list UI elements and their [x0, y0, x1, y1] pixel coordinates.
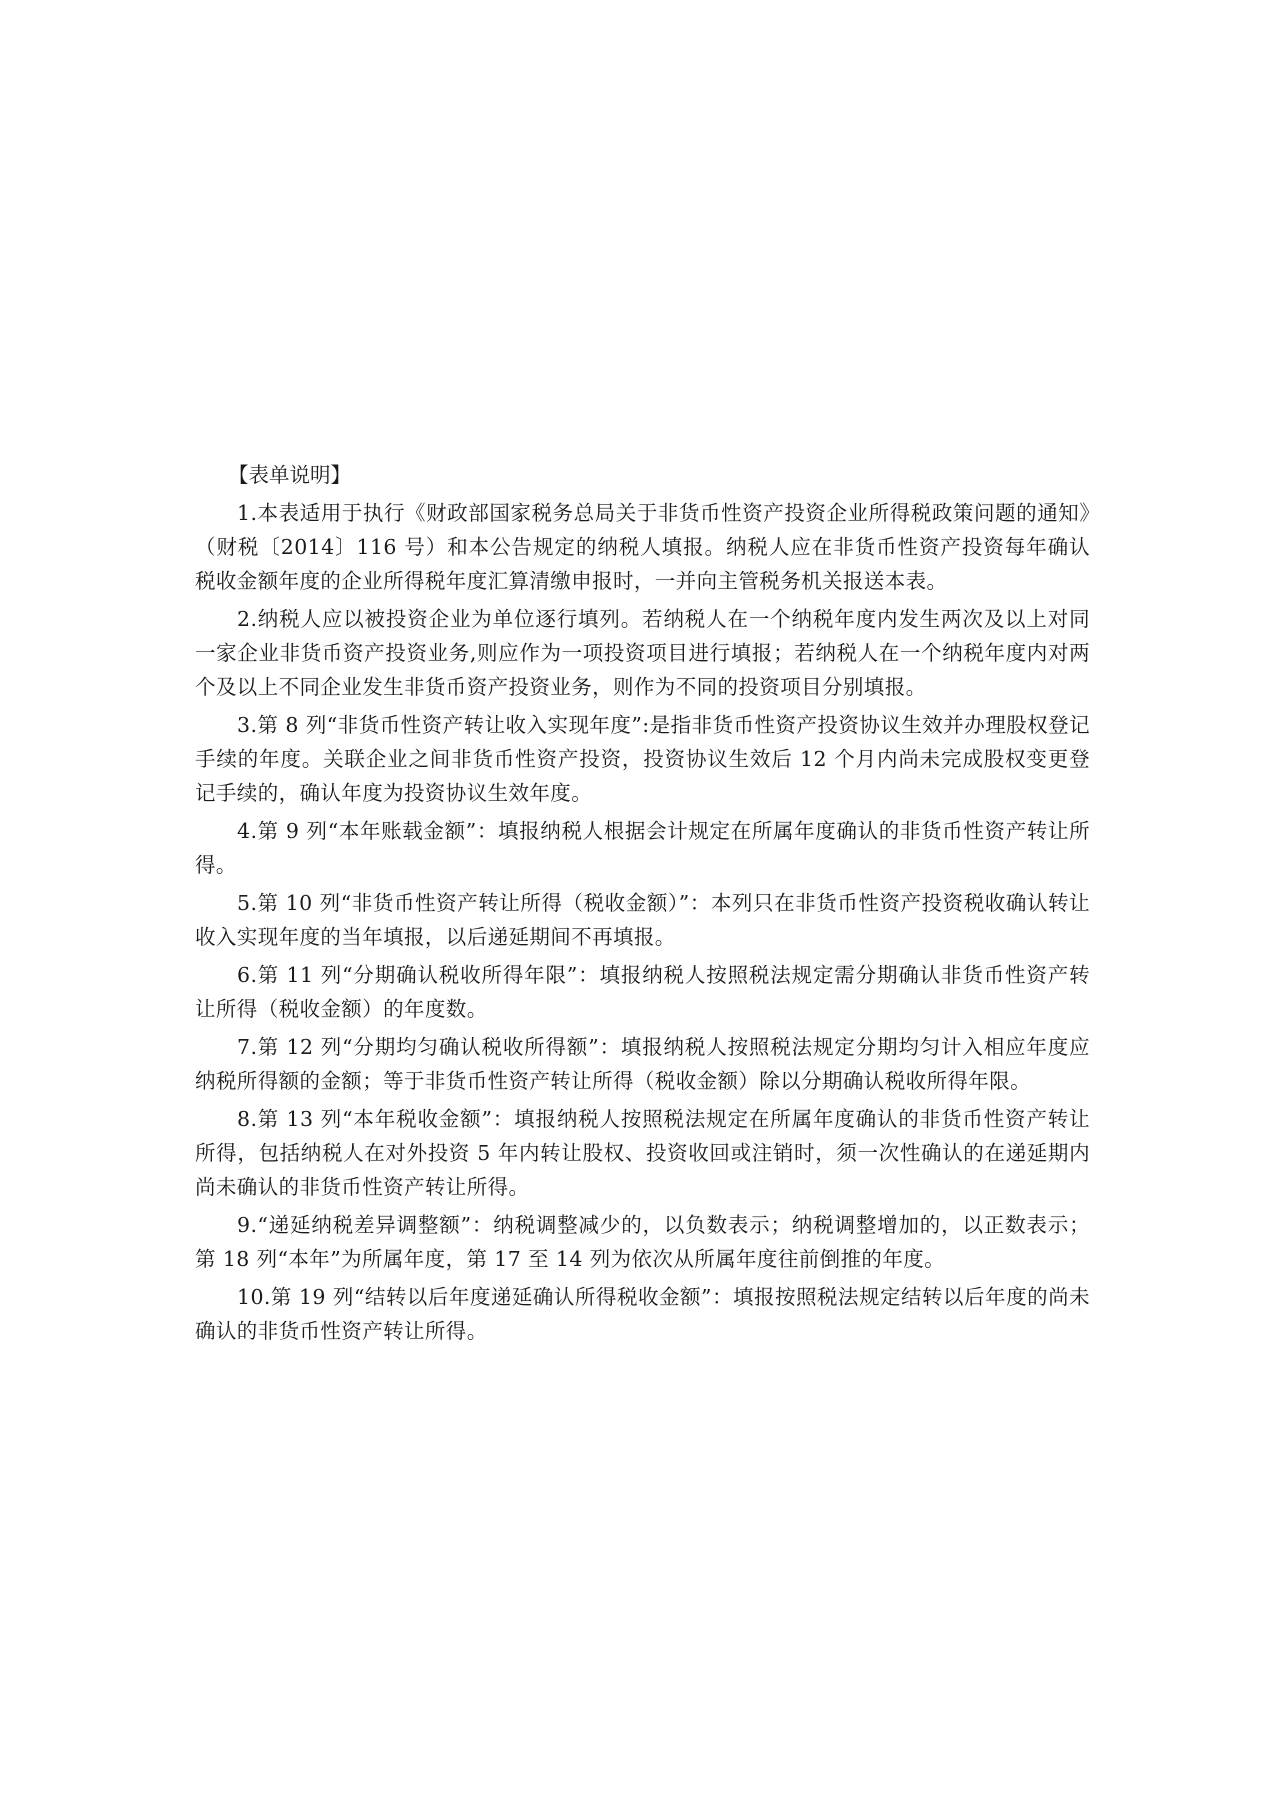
- instruction-paragraph-8: 8.第 13 列“本年税收金额”：填报纳税人按照税法规定在所属年度确认的非货币性资产转让所得，包括纳税人在对外投资 5 年内转让股权、投资收回或注销时，须一次性确认的在递延期内尚未确认的非货币性资产转让所得。: [195, 1107, 1090, 1199]
- section-heading: 【表单说明】: [228, 463, 351, 487]
- instruction-paragraph-6: 6.第 11 列“分期确认税收所得年限”：填报纳税人按照税法规定需分期确认非货币性资产转让所得（税收金额）的年度数。: [195, 963, 1090, 1021]
- instruction-paragraph-5: 5.第 10 列“非货币性资产转让所得（税收金额）”：本列只在非货币性资产投资税收确认转让收入实现年度的当年填报，以后递延期间不再填报。: [195, 891, 1090, 949]
- instruction-paragraph-2: 2.纳税人应以被投资企业为单位逐行填列。若纳税人在一个纳税年度内发生两次及以上对同一家企业非货币资产投资业务,则应作为一项投资项目进行填报；若纳税人在一个纳税年度内对两个及以上不同企业发生非货币资产投资业务，则作为不同的投资项目分别填报。: [195, 607, 1090, 699]
- instruction-paragraph-10: 10.第 19 列“结转以后年度递延确认所得税收金额”：填报按照税法规定结转以后年度的尚未确认的非货币性资产转让所得。: [195, 1285, 1090, 1343]
- instruction-paragraph-4: 4.第 9 列“本年账载金额”：填报纳税人根据会计规定在所属年度确认的非货币性资产转让所得。: [195, 819, 1090, 877]
- instruction-paragraph-1: 1.本表适用于执行《财政部国家税务总局关于非货币性资产投资企业所得税政策问题的通知》（财税〔2014〕116 号）和本公告规定的纳税人填报。纳税人应在非货币性资产投资每年确认税收金额年度的企业所得税年度汇算清缴申报时，一并向主管税务机关报送本表。: [195, 501, 1090, 593]
- instruction-paragraph-9: 9.“递延纳税差异调整额”：纳税调整减少的，以负数表示；纳税调整增加的，以正数表示；第 18 列“本年”为所属年度，第 17 至 14 列为依次从所属年度往前倒推的年度。: [195, 1213, 1090, 1271]
- form-instructions: [195, 458, 1090, 1352]
- instruction-paragraph-7: 7.第 12 列“分期均匀确认税收所得额”：填报纳税人按照税法规定分期均匀计入相应年度应纳税所得额的金额；等于非货币性资产转让所得（税收金额）除以分期确认税收所得年限。: [195, 1035, 1090, 1093]
- instruction-paragraph-3: 3.第 8 列“非货币性资产转让收入实现年度”:是指非货币性资产投资协议生效并办理股权登记手续的年度。关联企业之间非货币性资产投资，投资协议生效后 12 个月内尚未完成股权变更登记手续的，确认年度为投资协议生效年度。: [195, 713, 1090, 805]
